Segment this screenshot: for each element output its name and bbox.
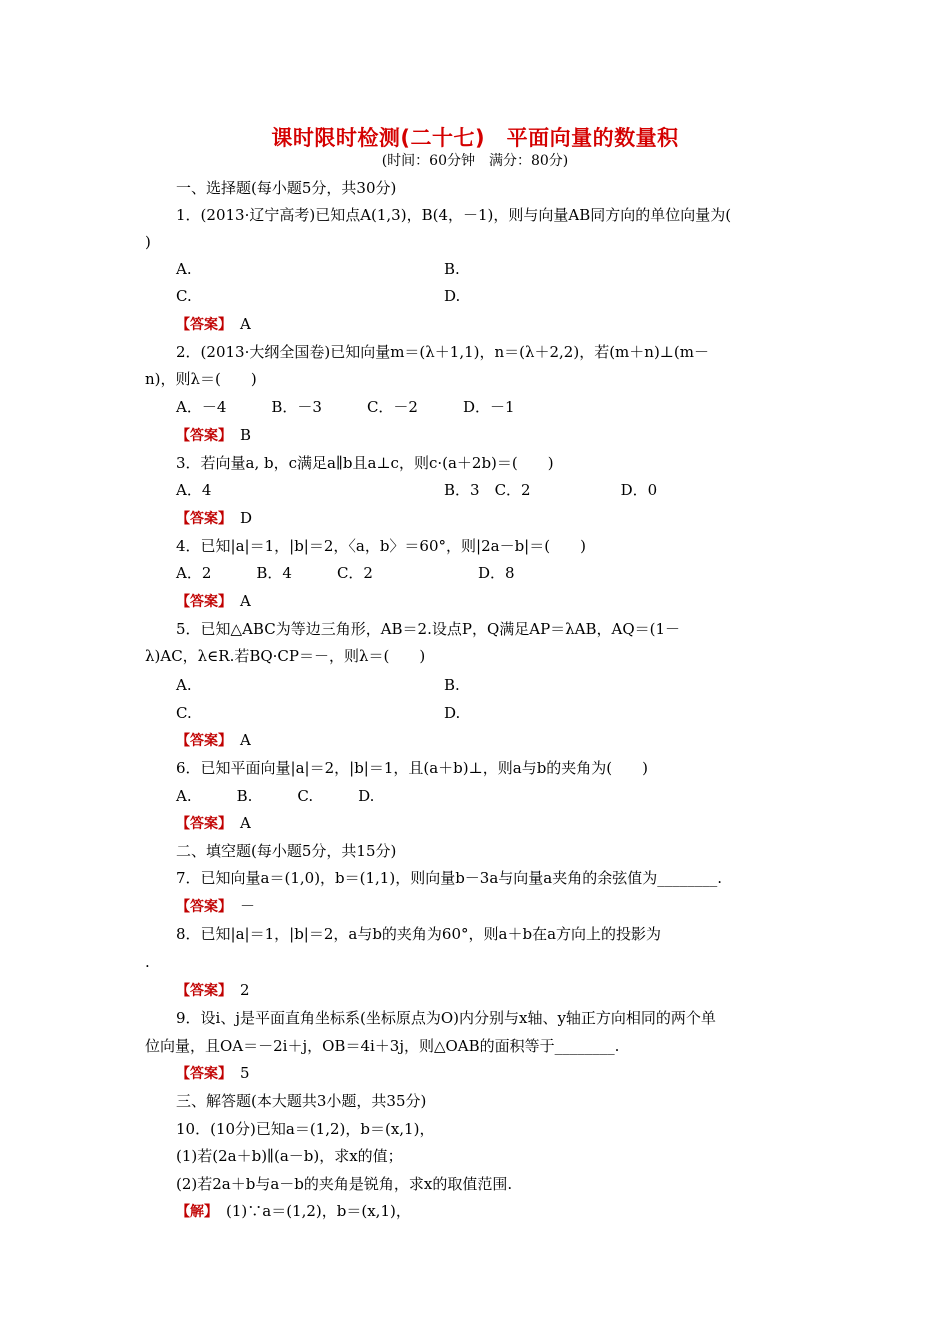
option-a: A．4 [176, 481, 212, 499]
options-row: B．3 C．2 D．0 [444, 481, 658, 499]
page-subtitle: (时间：60分钟 满分：80分) [381, 153, 569, 169]
options-row: A. B. C. D. [176, 787, 375, 805]
answer-row [176, 425, 251, 446]
question-text: 10．(10分)已知a＝(1,2)，b＝(x,1)， [176, 1120, 435, 1138]
answer-row [176, 896, 255, 917]
option-d: D. [444, 704, 461, 722]
option-c: C. [176, 704, 192, 722]
answer-value: A [240, 592, 251, 610]
answer-row [176, 980, 250, 1001]
question-part: (1)若(2a＋b)∥(a－b)，求x的值； [176, 1147, 403, 1165]
question-text: n)，则λ＝( ) [145, 370, 257, 388]
question-text: 位向量，且OA＝－2i＋j，OB＝4i＋3j，则△OAB的面积等于________. [145, 1037, 620, 1055]
solution-row [176, 1201, 411, 1222]
answer-label: 【答案】 [176, 1066, 225, 1082]
answer-label: 【答案】 [176, 899, 225, 915]
answer-label: 【答案】 [176, 733, 225, 749]
answer-label: 【答案】 [176, 983, 225, 999]
section-heading: 二、填空题(每小题5分，共15分) [176, 842, 397, 860]
option-b: B. [444, 260, 460, 278]
question-text: . [145, 953, 150, 971]
question-text: 8．已知|a|＝1，|b|＝2，a与b的夹角为60°，则a＋b在a方向上的投影为 [176, 925, 662, 943]
answer-row [176, 1063, 250, 1084]
answer-label: 【答案】 [176, 428, 225, 444]
section-heading: 三、解答题(本大题共3小题，共35分) [176, 1092, 427, 1110]
question-text: λ)AC，λ∈R.若BQ·CP＝－，则λ＝( ) [145, 647, 426, 665]
solution-text: (1)∵a＝(1,2)，b＝(x,1)， [226, 1202, 411, 1220]
question-text: 9．设i、j是平面直角坐标系(坐标原点为O)内分别与x轴、y轴正方向相同的两个单 [176, 1009, 716, 1027]
question-part: (2)若2a＋b与a－b的夹角是锐角，求x的取值范围. [176, 1175, 513, 1193]
answer-value: － [240, 897, 256, 915]
answer-label: 【答案】 [176, 317, 225, 333]
answer-value: A [240, 814, 251, 832]
answer-value: A [240, 315, 251, 333]
section-heading: 一、选择题(每小题5分，共30分) [176, 179, 397, 197]
options-row: A．－4 B．－3 C．－2 D．－1 [176, 398, 515, 416]
answer-value: 2 [240, 981, 250, 999]
solution-label: 【解】 [176, 1204, 211, 1220]
answer-row [176, 314, 251, 335]
page-title: 课时限时检测(二十七) 平面向量的数量积 [271, 126, 679, 150]
answer-value: B [240, 426, 252, 444]
option-d: D. [444, 287, 461, 305]
answer-row [176, 508, 252, 529]
options-row: A．2 B．4 C．2 D．8 [176, 564, 515, 582]
question-text: 1．(2013·辽宁高考)已知点A(1,3)，B(4，－1)，则与向量AB同方向的单位向量为( [176, 206, 732, 224]
option-a: A. [176, 260, 192, 278]
answer-value: 5 [240, 1064, 250, 1082]
question-text: 2．(2013·大纲全国卷)已知向量m＝(λ＋1,1)，n＝(λ＋2,2)，若(m＋n)⊥(m－ [176, 343, 709, 361]
option-a: A. [176, 676, 192, 694]
option-b: B. [444, 676, 460, 694]
question-text: 5．已知△ABC为等边三角形，AB＝2.设点P，Q满足AP＝λAB，AQ＝(1－ [176, 620, 681, 638]
answer-row [176, 730, 251, 751]
answer-row [176, 813, 251, 834]
question-text: 7．已知向量a＝(1,0)，b＝(1,1)，则向量b－3a与向量a夹角的余弦值为________. [176, 869, 723, 887]
question-text: 3．若向量a, b，c满足a∥b且a⊥c，则c·(a＋2b)＝( ) [176, 454, 554, 472]
question-text: ) [145, 233, 151, 251]
question-text: 4．已知|a|＝1，|b|＝2，〈a，b〉＝60°，则|2a－b|＝( ) [176, 537, 586, 555]
answer-label: 【答案】 [176, 816, 225, 832]
option-c: C. [176, 287, 192, 305]
answer-label: 【答案】 [176, 594, 225, 610]
answer-value: D [240, 509, 253, 527]
question-text: 6．已知平面向量|a|＝2，|b|＝1，且(a＋b)⊥，则a与b的夹角为( ) [176, 759, 648, 777]
answer-row [176, 591, 251, 612]
answer-value: A [240, 731, 251, 749]
answer-label: 【答案】 [176, 511, 225, 527]
